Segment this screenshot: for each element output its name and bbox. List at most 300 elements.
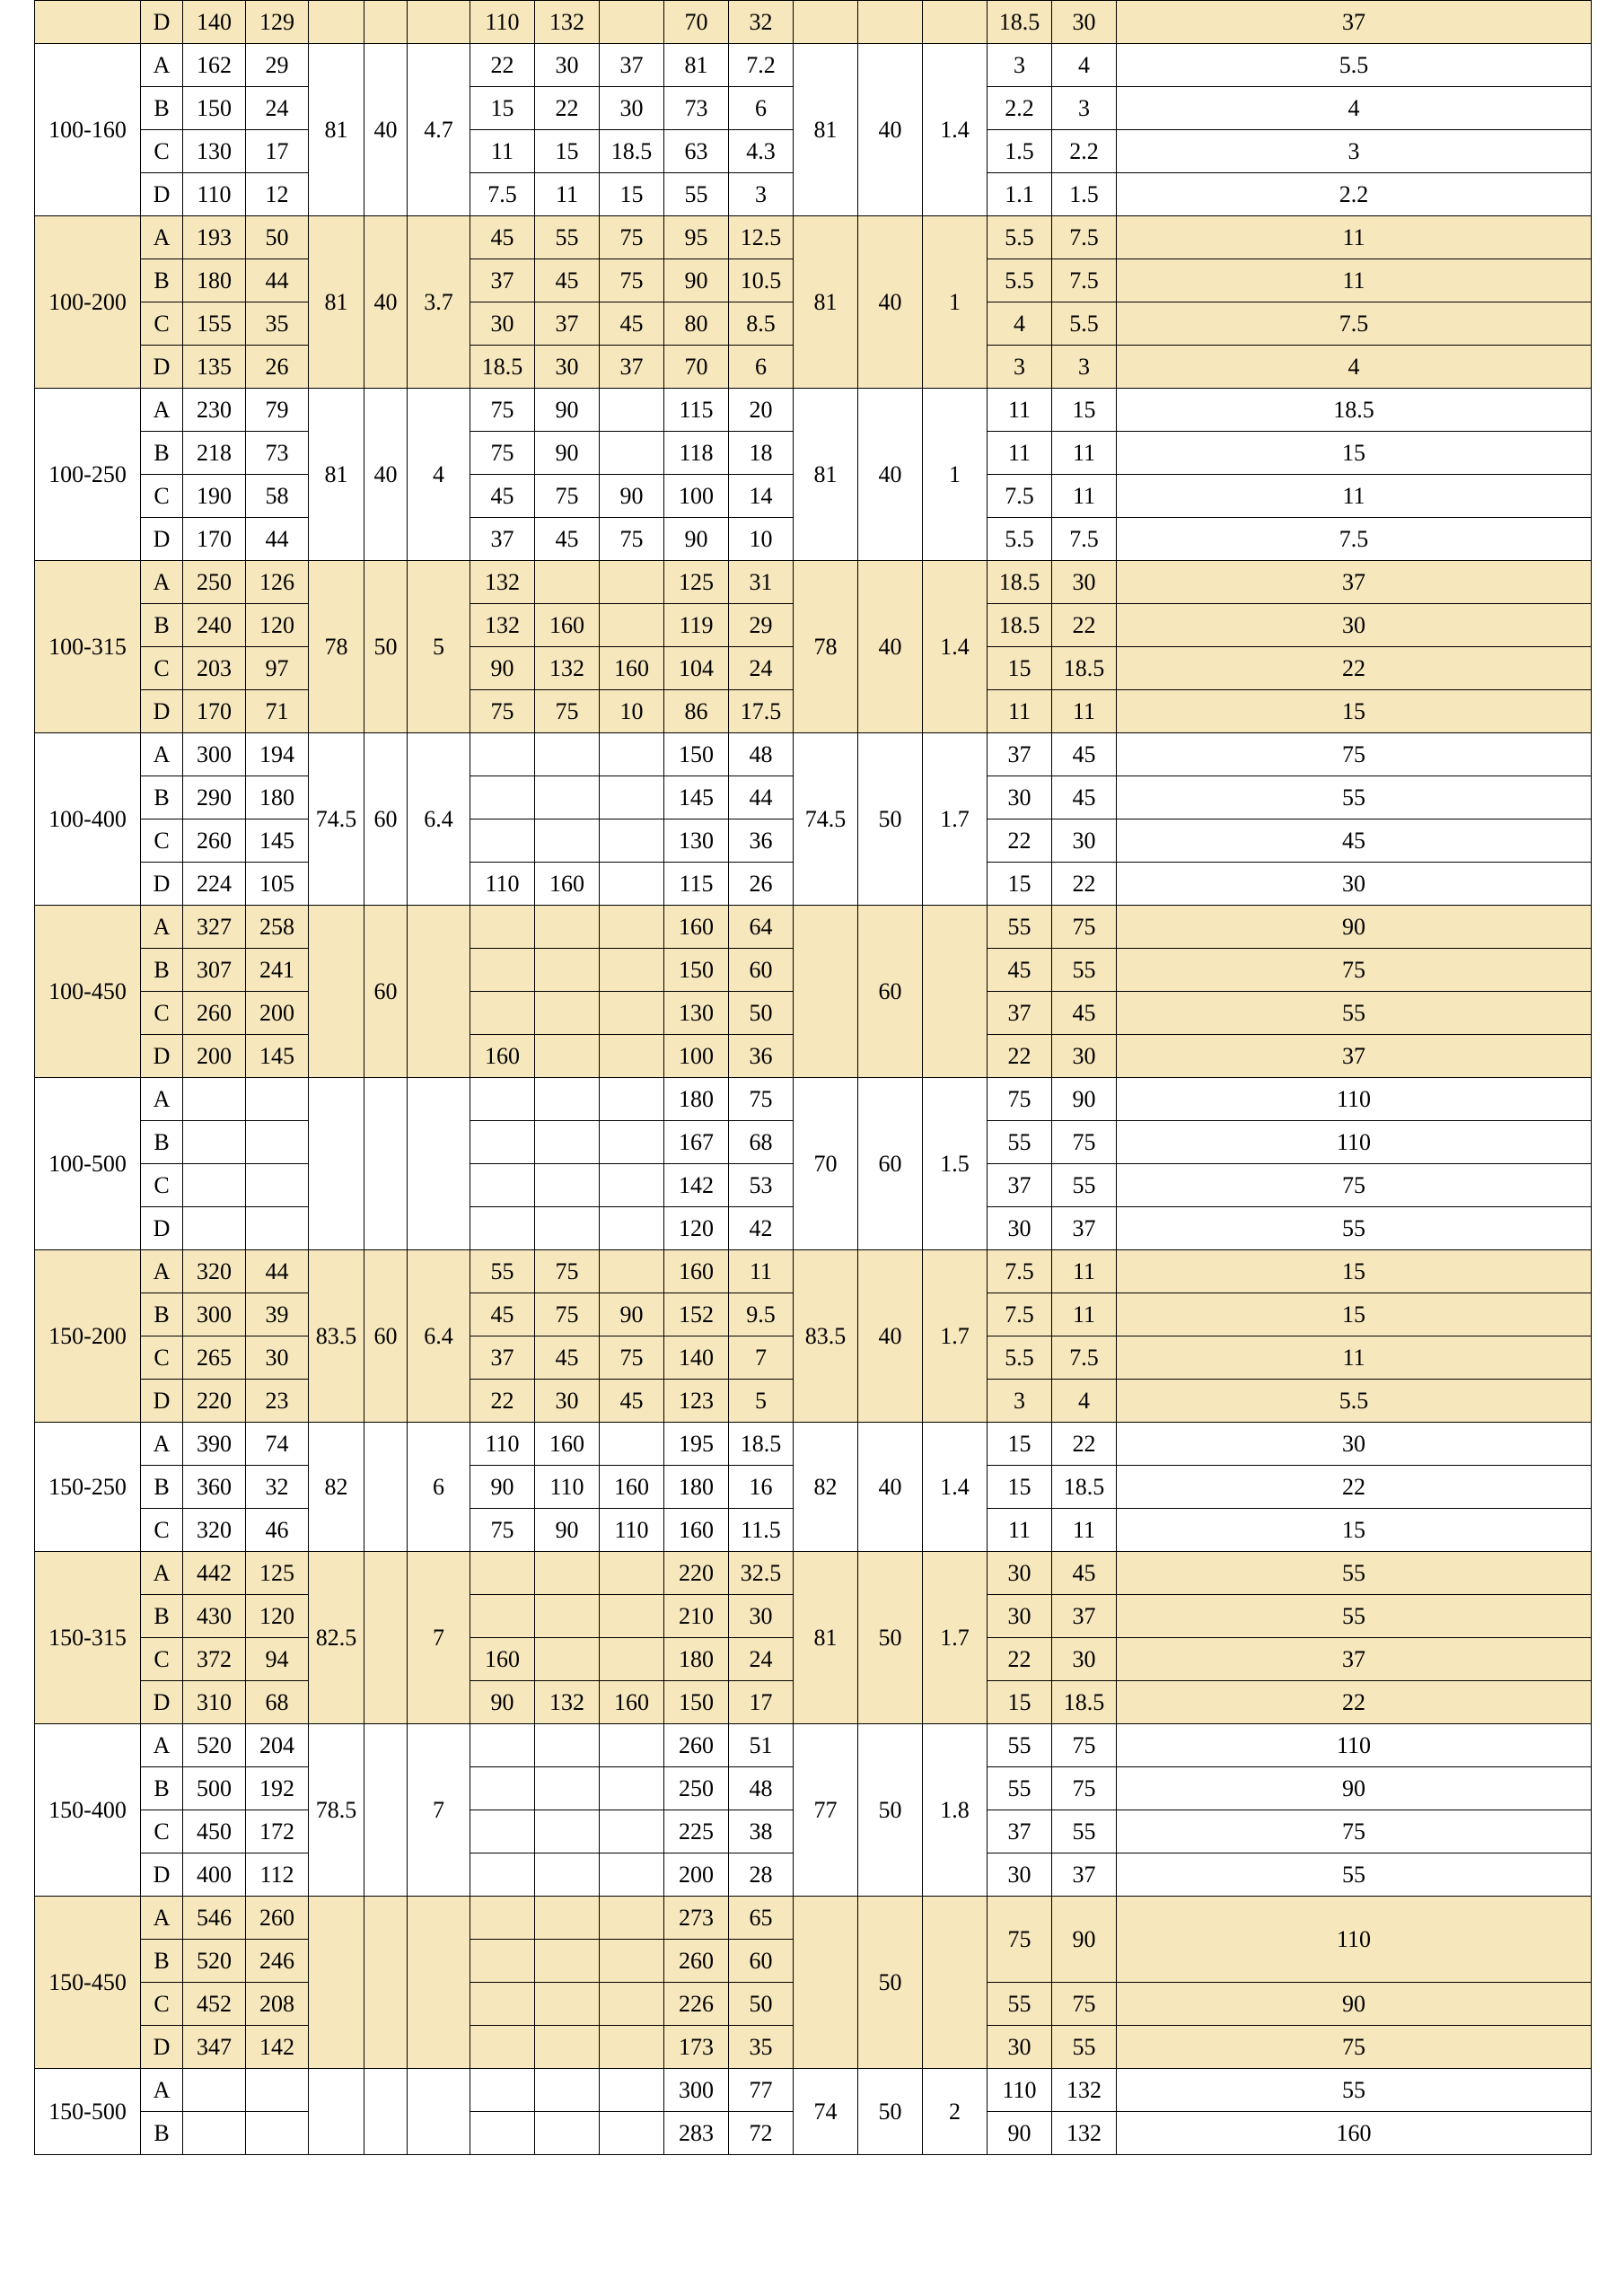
value-cell <box>600 1595 664 1638</box>
value-cell: 150 <box>183 87 246 130</box>
merged-value-cell: 83.5 <box>794 1250 858 1423</box>
value-cell <box>600 1897 664 1940</box>
value-cell: 7.5 <box>1117 302 1592 346</box>
merged-value-cell: 50 <box>364 561 408 733</box>
merged-value-cell: 82 <box>794 1423 858 1552</box>
group-label-cell: 100-400 <box>35 733 141 906</box>
group-label-cell: 100-160 <box>35 44 141 216</box>
merged-value-cell: 70 <box>794 1078 858 1250</box>
value-cell: 11 <box>988 1509 1052 1552</box>
value-cell: 22 <box>535 87 600 130</box>
merged-value-cell <box>364 1 408 44</box>
value-cell: 90 <box>664 518 729 561</box>
variant-letter-cell: B <box>141 1293 183 1336</box>
value-cell: 5.5 <box>988 216 1052 259</box>
value-cell: 203 <box>183 647 246 690</box>
value-cell: 132 <box>535 1 600 44</box>
value-cell <box>600 2026 664 2069</box>
merged-value-cell: 40 <box>364 389 408 561</box>
value-cell: 3 <box>1052 346 1117 389</box>
value-cell: 45 <box>535 518 600 561</box>
value-cell: 68 <box>246 1681 309 1724</box>
merged-value-cell <box>794 1897 858 2069</box>
value-cell: 150 <box>664 733 729 776</box>
value-cell: 7.5 <box>470 173 535 216</box>
value-cell: 246 <box>246 1940 309 1983</box>
value-cell: 37 <box>1117 1638 1592 1681</box>
table-row <box>35 1250 1592 1293</box>
value-cell: 22 <box>988 1638 1052 1681</box>
value-cell: 30 <box>1052 819 1117 863</box>
value-cell: 170 <box>183 518 246 561</box>
merged-value-cell: 1.4 <box>923 44 988 216</box>
variant-letter-cell: D <box>141 1035 183 1078</box>
merged-value-cell: 7 <box>408 1552 470 1724</box>
value-cell: 3 <box>729 173 794 216</box>
value-cell: 90 <box>600 1293 664 1336</box>
value-cell: 135 <box>183 346 246 389</box>
value-cell <box>470 992 535 1035</box>
value-cell: 11 <box>470 130 535 173</box>
value-cell: 112 <box>246 1853 309 1897</box>
value-cell: 142 <box>246 2026 309 2069</box>
merged-value-cell: 81 <box>309 389 364 561</box>
value-cell: 55 <box>1117 1552 1592 1595</box>
value-cell <box>600 992 664 1035</box>
value-cell <box>600 561 664 604</box>
value-cell: 160 <box>600 1681 664 1724</box>
value-cell: 51 <box>729 1724 794 1767</box>
table-row <box>35 1 1592 44</box>
value-cell: 15 <box>600 173 664 216</box>
value-cell: 20 <box>729 389 794 432</box>
value-cell: 30 <box>1052 1035 1117 1078</box>
merged-value-cell: 83.5 <box>309 1250 364 1423</box>
value-cell <box>470 1595 535 1638</box>
variant-letter-cell: C <box>141 819 183 863</box>
variant-letter-cell: D <box>141 1207 183 1250</box>
value-cell <box>470 1767 535 1810</box>
value-cell <box>246 1121 309 1164</box>
merged-value-cell: 1.5 <box>923 1078 988 1250</box>
variant-letter-cell: A <box>141 906 183 949</box>
value-cell <box>600 1853 664 1897</box>
value-cell: 283 <box>664 2112 729 2155</box>
value-cell <box>600 1250 664 1293</box>
value-cell: 22 <box>1052 604 1117 647</box>
value-cell: 260 <box>664 1940 729 1983</box>
value-cell: 11 <box>1052 1509 1117 1552</box>
variant-letter-cell: B <box>141 432 183 475</box>
table-row <box>35 906 1592 949</box>
value-cell: 30 <box>470 302 535 346</box>
value-cell: 53 <box>729 1164 794 1207</box>
value-cell: 132 <box>470 561 535 604</box>
table-row <box>35 561 1592 604</box>
value-cell: 430 <box>183 1595 246 1638</box>
value-cell: 9.5 <box>729 1293 794 1336</box>
variant-letter-cell: C <box>141 475 183 518</box>
value-cell: 160 <box>535 1423 600 1466</box>
value-cell: 32.5 <box>729 1552 794 1595</box>
value-cell: 160 <box>600 1466 664 1509</box>
value-cell: 300 <box>664 2069 729 2112</box>
value-cell: 26 <box>246 346 309 389</box>
merged-value-cell <box>364 1724 408 1897</box>
value-cell: 180 <box>664 1638 729 1681</box>
merged-value-cell <box>408 2069 470 2155</box>
merged-value-cell: 81 <box>794 1552 858 1724</box>
value-cell: 45 <box>600 302 664 346</box>
value-cell: 90 <box>1117 906 1592 949</box>
value-cell: 30 <box>535 44 600 87</box>
value-cell: 100 <box>664 1035 729 1078</box>
value-cell: 18.5 <box>1117 389 1592 432</box>
value-cell: 55 <box>988 1724 1052 1767</box>
value-cell: 18 <box>729 432 794 475</box>
value-cell: 37 <box>1052 1207 1117 1250</box>
value-cell: 220 <box>183 1380 246 1423</box>
value-cell: 115 <box>664 863 729 906</box>
group-label-cell: 150-450 <box>35 1897 141 2069</box>
value-cell: 55 <box>664 173 729 216</box>
value-cell: 400 <box>183 1853 246 1897</box>
value-cell: 18.5 <box>1052 1466 1117 1509</box>
value-cell: 45 <box>1052 992 1117 1035</box>
value-cell <box>600 604 664 647</box>
value-cell: 26 <box>729 863 794 906</box>
value-cell: 160 <box>664 906 729 949</box>
value-cell: 46 <box>246 1509 309 1552</box>
value-cell: 71 <box>246 690 309 733</box>
value-cell: 3 <box>988 1380 1052 1423</box>
value-cell: 160 <box>535 604 600 647</box>
value-cell: 50 <box>246 216 309 259</box>
value-cell: 37 <box>600 44 664 87</box>
variant-letter-cell: D <box>141 518 183 561</box>
value-cell: 30 <box>1117 863 1592 906</box>
value-cell: 48 <box>729 1767 794 1810</box>
merged-value-cell: 40 <box>858 389 923 561</box>
value-cell: 11 <box>1117 475 1592 518</box>
value-cell: 11 <box>1052 1293 1117 1336</box>
value-cell: 241 <box>246 949 309 992</box>
value-cell: 90 <box>1117 1767 1592 1810</box>
value-cell <box>535 1552 600 1595</box>
merged-value-cell: 60 <box>364 1250 408 1423</box>
value-cell: 45 <box>535 1336 600 1380</box>
value-cell <box>600 863 664 906</box>
merged-value-cell: 60 <box>858 906 923 1078</box>
value-cell <box>470 2069 535 2112</box>
value-cell <box>470 1724 535 1767</box>
merged-value-cell: 110 <box>1117 1897 1592 1983</box>
variant-letter-cell: C <box>141 1638 183 1681</box>
value-cell: 500 <box>183 1767 246 1810</box>
value-cell: 310 <box>183 1681 246 1724</box>
merged-value-cell: 50 <box>858 1552 923 1724</box>
value-cell: 15 <box>988 1681 1052 1724</box>
value-cell: 145 <box>664 776 729 819</box>
value-cell: 86 <box>664 690 729 733</box>
value-cell: 22 <box>470 1380 535 1423</box>
value-cell: 4 <box>1117 346 1592 389</box>
value-cell: 39 <box>246 1293 309 1336</box>
variant-letter-cell: A <box>141 1250 183 1293</box>
merged-value-cell: 74.5 <box>309 733 364 906</box>
value-cell: 37 <box>1052 1853 1117 1897</box>
value-cell: 132 <box>535 1681 600 1724</box>
value-cell: 75 <box>1117 1164 1592 1207</box>
value-cell: 132 <box>470 604 535 647</box>
value-cell: 55 <box>1117 1853 1592 1897</box>
variant-letter-cell: B <box>141 1595 183 1638</box>
value-cell: 22 <box>470 44 535 87</box>
variant-letter-cell: D <box>141 173 183 216</box>
value-cell: 15 <box>988 863 1052 906</box>
value-cell: 300 <box>183 1293 246 1336</box>
value-cell: 210 <box>664 1595 729 1638</box>
value-cell <box>600 1207 664 1250</box>
value-cell <box>470 1164 535 1207</box>
merged-value-cell <box>364 1552 408 1724</box>
value-cell: 11 <box>1052 690 1117 733</box>
value-cell: 55 <box>1117 776 1592 819</box>
value-cell: 90 <box>1117 1983 1592 2026</box>
value-cell: 208 <box>246 1983 309 2026</box>
value-cell <box>470 1897 535 1940</box>
value-cell <box>470 1078 535 1121</box>
value-cell: 130 <box>183 130 246 173</box>
value-cell: 29 <box>246 44 309 87</box>
value-cell <box>470 1207 535 1250</box>
variant-letter-cell: B <box>141 1121 183 1164</box>
value-cell: 55 <box>1117 992 1592 1035</box>
merged-value-cell <box>923 1897 988 2069</box>
value-cell: 45 <box>470 216 535 259</box>
merged-value-cell: 40 <box>858 1250 923 1423</box>
value-cell: 36 <box>729 1035 794 1078</box>
value-cell: 22 <box>1117 1466 1592 1509</box>
pump-specification-table <box>34 0 1592 2155</box>
value-cell: 90 <box>470 647 535 690</box>
value-cell: 7.5 <box>988 1250 1052 1293</box>
value-cell: 110 <box>600 1509 664 1552</box>
value-cell: 120 <box>664 1207 729 1250</box>
value-cell: 37 <box>988 1164 1052 1207</box>
value-cell: 2.2 <box>1052 130 1117 173</box>
value-cell: 120 <box>246 604 309 647</box>
variant-letter-cell: D <box>141 690 183 733</box>
value-cell: 290 <box>183 776 246 819</box>
value-cell: 75 <box>535 1250 600 1293</box>
merged-value-cell: 81 <box>794 44 858 216</box>
value-cell: 58 <box>246 475 309 518</box>
value-cell: 22 <box>1117 1681 1592 1724</box>
value-cell: 180 <box>664 1466 729 1509</box>
merged-value-cell: 78.5 <box>309 1724 364 1897</box>
value-cell: 5.5 <box>988 259 1052 302</box>
value-cell: 2.2 <box>988 87 1052 130</box>
value-cell: 55 <box>988 906 1052 949</box>
merged-value-cell <box>923 906 988 1078</box>
value-cell: 17.5 <box>729 690 794 733</box>
variant-letter-cell: B <box>141 949 183 992</box>
value-cell <box>600 1638 664 1681</box>
merged-value-cell: 40 <box>858 1423 923 1552</box>
value-cell: 129 <box>246 1 309 44</box>
value-cell: 45 <box>470 1293 535 1336</box>
value-cell: 11 <box>1117 1336 1592 1380</box>
value-cell: 15 <box>1117 1250 1592 1293</box>
value-cell: 110 <box>1117 1121 1592 1164</box>
value-cell <box>470 819 535 863</box>
value-cell: 36 <box>729 819 794 863</box>
value-cell: 97 <box>246 647 309 690</box>
value-cell: 110 <box>988 2069 1052 2112</box>
value-cell: 7.5 <box>988 1293 1052 1336</box>
value-cell: 44 <box>246 259 309 302</box>
value-cell: 220 <box>664 1552 729 1595</box>
merged-value-cell <box>309 1 364 44</box>
value-cell: 30 <box>1117 1423 1592 1466</box>
value-cell: 1.5 <box>1052 173 1117 216</box>
value-cell: 45 <box>1117 819 1592 863</box>
value-cell <box>535 906 600 949</box>
value-cell: 224 <box>183 863 246 906</box>
value-cell <box>470 1940 535 1983</box>
merged-value-cell: 1.7 <box>923 1552 988 1724</box>
value-cell: 30 <box>988 1552 1052 1595</box>
value-cell: 5 <box>729 1380 794 1423</box>
variant-letter-cell: C <box>141 1164 183 1207</box>
value-cell: 90 <box>535 432 600 475</box>
value-cell: 90 <box>470 1681 535 1724</box>
value-cell: 55 <box>1117 1595 1592 1638</box>
value-cell: 75 <box>1052 1767 1117 1810</box>
variant-letter-cell: D <box>141 1 183 44</box>
merged-value-cell: 1 <box>923 389 988 561</box>
value-cell: 75 <box>1117 1810 1592 1853</box>
value-cell: 273 <box>664 1897 729 1940</box>
value-cell <box>535 1638 600 1681</box>
variant-letter-cell: A <box>141 389 183 432</box>
value-cell: 130 <box>664 819 729 863</box>
value-cell <box>183 1164 246 1207</box>
value-cell: 1.5 <box>988 130 1052 173</box>
value-cell: 11 <box>535 173 600 216</box>
value-cell <box>535 1983 600 2026</box>
merged-value-cell: 50 <box>858 733 923 906</box>
value-cell: 15 <box>1117 1509 1592 1552</box>
value-cell: 160 <box>470 1035 535 1078</box>
value-cell: 55 <box>1052 1810 1117 1853</box>
value-cell: 200 <box>664 1853 729 1897</box>
variant-letter-cell: A <box>141 44 183 87</box>
value-cell: 15 <box>988 1423 1052 1466</box>
value-cell <box>246 1078 309 1121</box>
value-cell: 37 <box>988 733 1052 776</box>
value-cell <box>470 949 535 992</box>
value-cell <box>535 1207 600 1250</box>
value-cell: 75 <box>1052 1121 1117 1164</box>
value-cell: 170 <box>183 690 246 733</box>
value-cell: 12 <box>246 173 309 216</box>
value-cell: 75 <box>1117 949 1592 992</box>
value-cell <box>600 1 664 44</box>
value-cell: 162 <box>183 44 246 87</box>
value-cell: 18.5 <box>988 1 1052 44</box>
variant-letter-cell: B <box>141 259 183 302</box>
variant-letter-cell: A <box>141 561 183 604</box>
value-cell <box>600 776 664 819</box>
group-label-cell: 100-200 <box>35 216 141 389</box>
value-cell: 30 <box>988 2026 1052 2069</box>
value-cell: 240 <box>183 604 246 647</box>
value-cell: 30 <box>988 776 1052 819</box>
table-row <box>35 1724 1592 1767</box>
merged-value-cell <box>794 906 858 1078</box>
value-cell: 30 <box>1052 1638 1117 1681</box>
value-cell: 72 <box>729 2112 794 2155</box>
value-cell: 31 <box>729 561 794 604</box>
value-cell: 110 <box>183 173 246 216</box>
merged-value-cell: 6 <box>408 1423 470 1552</box>
value-cell: 142 <box>664 1164 729 1207</box>
value-cell: 12.5 <box>729 216 794 259</box>
value-cell: 15 <box>535 130 600 173</box>
merged-value-cell: 1.7 <box>923 733 988 906</box>
variant-letter-cell: B <box>141 2112 183 2155</box>
value-cell: 160 <box>664 1250 729 1293</box>
value-cell: 250 <box>183 561 246 604</box>
merged-value-cell: 40 <box>364 216 408 389</box>
value-cell: 75 <box>535 690 600 733</box>
value-cell: 45 <box>1052 1552 1117 1595</box>
value-cell: 260 <box>246 1897 309 1940</box>
value-cell <box>535 1940 600 1983</box>
value-cell: 8.5 <box>729 302 794 346</box>
value-cell: 2.2 <box>1117 173 1592 216</box>
value-cell: 23 <box>246 1380 309 1423</box>
merged-value-cell: 82.5 <box>309 1552 364 1724</box>
variant-letter-cell: A <box>141 1552 183 1595</box>
value-cell: 110 <box>1117 1724 1592 1767</box>
value-cell: 75 <box>600 259 664 302</box>
value-cell: 55 <box>988 1983 1052 2026</box>
group-label-cell: 150-200 <box>35 1250 141 1423</box>
value-cell: 123 <box>664 1380 729 1423</box>
value-cell: 90 <box>535 389 600 432</box>
value-cell: 50 <box>729 992 794 1035</box>
merged-value-cell: 78 <box>794 561 858 733</box>
value-cell: 258 <box>246 906 309 949</box>
value-cell <box>535 1078 600 1121</box>
value-cell: 55 <box>988 1121 1052 1164</box>
value-cell: 160 <box>470 1638 535 1681</box>
value-cell: 37 <box>988 1810 1052 1853</box>
value-cell: 160 <box>664 1509 729 1552</box>
value-cell: 155 <box>183 302 246 346</box>
group-label-cell: 150-315 <box>35 1552 141 1724</box>
value-cell: 75 <box>535 475 600 518</box>
value-cell: 452 <box>183 1983 246 2026</box>
value-cell <box>600 389 664 432</box>
variant-letter-cell: D <box>141 1380 183 1423</box>
value-cell: 180 <box>246 776 309 819</box>
value-cell: 520 <box>183 1724 246 1767</box>
variant-letter-cell: D <box>141 1853 183 1897</box>
